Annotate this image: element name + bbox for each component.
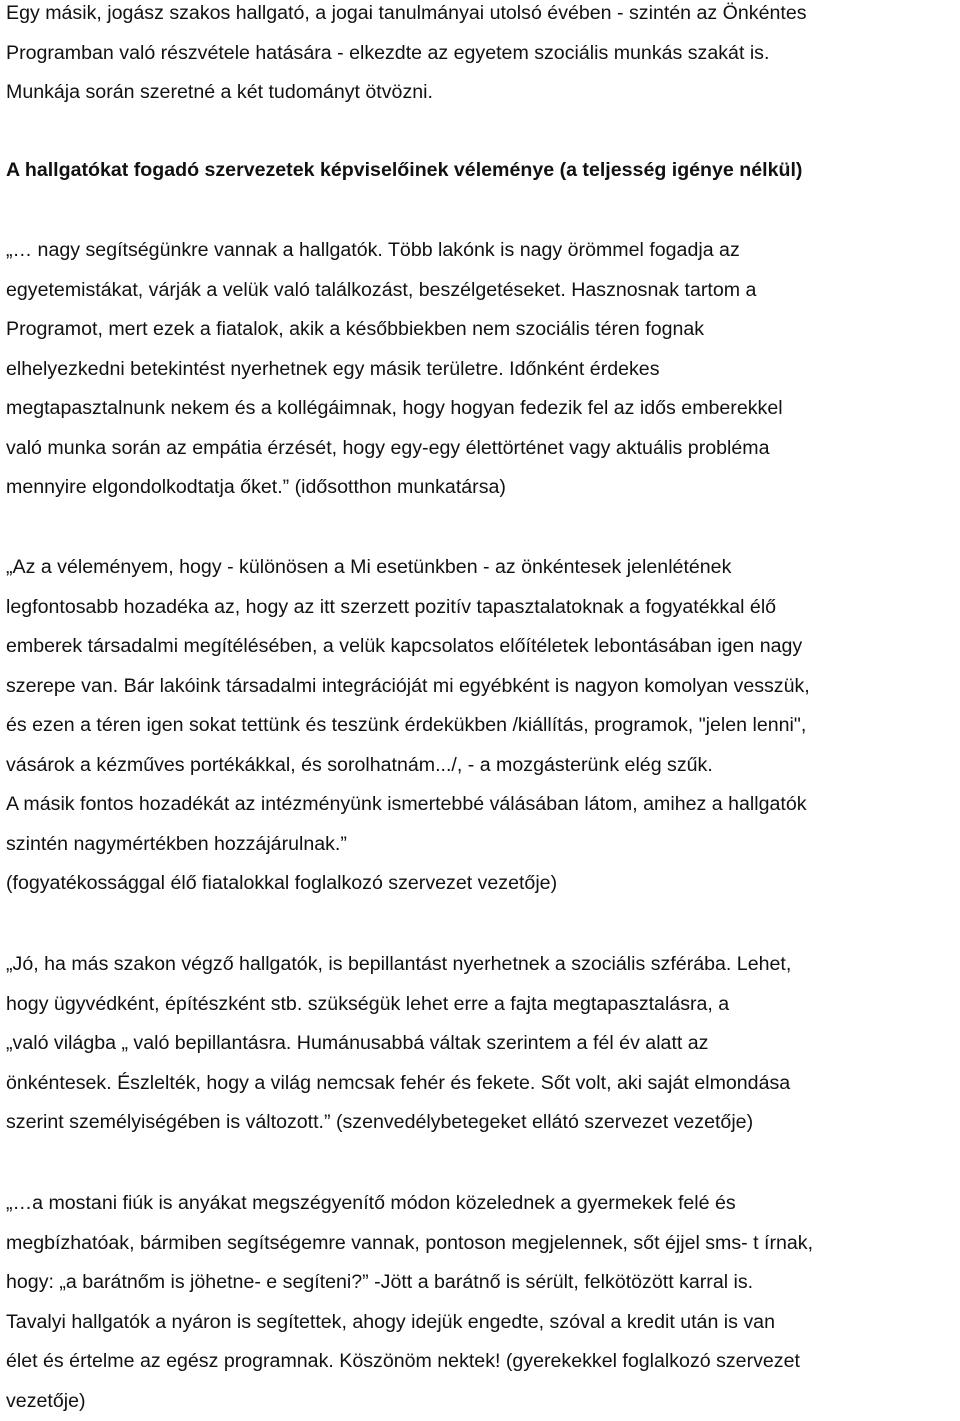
quote-paragraph-addiction-org [6,945,958,1143]
text-line: elhelyezkedni betekintést nyerhetnek egy másik területre. Időnként érdekes [6,350,958,390]
text-line: mennyire elgondolkodtatja őket.” (idősotthon munkatársa) [6,468,958,508]
text-line: Egy másik, jogász szakos hallgató, a jogai tanulmányai utolsó évében - szintén az Önkéntes [6,0,958,34]
text-line: megtapasztalnunk nekem és a kollégáimnak, hogy hogyan fedezik fel az idős emberekkel [6,389,958,429]
quote-paragraph-children-org [6,1184,958,1421]
text-line: és ezen a téren igen sokat tettünk és teszünk érdekükben /kiállítás, programok, "jelen lenni", [6,706,958,746]
text-line: élet és értelme az egész programnak. Köszönöm nektek! (gyerekekkel foglalkozó szervezet [6,1342,958,1382]
text-line: szerepe van. Bár lakóink társadalmi integrációját mi egyébként is nagyon komolyan vesszük, [6,667,958,707]
intro-paragraph [6,0,958,113]
text-line: „való világba „ való bepillantásra. Humánusabbá váltak szerintem a fél év alatt az [6,1024,958,1064]
text-line: önkéntesek. Észlelték, hogy a világ nemcsak fehér és fekete. Sőt volt, aki saját elmondása [6,1064,958,1104]
quote-paragraph-elderly-home [6,231,958,508]
text-line: „… nagy segítségünkre vannak a hallgatók. Több lakónk is nagy örömmel fogadja az [6,231,958,271]
text-line: Munkája során szeretné a két tudományt ötvözni. [6,73,958,113]
text-line: szintén nagymértékben hozzájárulnak.” [6,825,958,865]
quote-paragraph-disability-org [6,548,958,904]
text-line: Programot, mert ezek a fiatalok, akik a későbbiekben nem szociális téren fognak [6,310,958,350]
text-line: szerint személyiségében is változott.” (szenvedélybetegeket ellátó szervezet vezetője) [6,1103,958,1143]
text-line: egyetemistákat, várják a velük való találkozást, beszélgetéseket. Hasznosnak tartom a [6,271,958,311]
text-line: Programban való részvétele hatására - elkezdte az egyetem szociális munkás szakát is. [6,34,958,74]
text-line: vezetője) [6,1382,958,1421]
text-line: emberek társadalmi megítélésében, a velük kapcsolatos előítéletek lebontásában igen nagy [6,627,958,667]
text-line: megbízhatóak, bármiben segítségemre vannak, pontoson megjelennek, sőt éjjel sms- t írnak, [6,1224,958,1264]
text-line: A másik fontos hozadékát az intézményünk ismertebbé válásában látom, amihez a hallgatók [6,785,958,825]
text-line: „…a mostani fiúk is anyákat megszégyenítő módon közelednek a gyermekek felé és [6,1184,958,1224]
text-line: vásárok a kézműves portékákkal, és sorolhatnám.../, - a mozgásterünk elég szűk. [6,746,958,786]
text-line: „Jó, ha más szakon végző hallgatók, is bepillantást nyerhetnek a szociális szférába. Lehet, [6,945,958,985]
text-line: való munka során az empátia érzését, hogy egy-egy élettörténet vagy aktuális probléma [6,429,958,469]
text-line: legfontosabb hozadéka az, hogy az itt szerzett pozitív tapasztalatoknak a fogyatékkal élő [6,588,958,628]
text-line: hogy ügyvédként, építészként stb. szükségük lehet erre a fajta megtapasztalásra, a [6,985,958,1025]
section-heading [6,151,958,191]
text-line: „Az a véleményem, hogy - különösen a Mi esetünkben - az önkéntesek jelenlétének [6,548,958,588]
text-line: hogy: „a barátnőm is jöhetne- e segíteni?” -Jött a barátnő is sérült, felkötözött karral is. [6,1263,958,1303]
text-line: (fogyatékossággal élő fiatalokkal foglalkozó szervezet vezetője) [6,864,958,904]
text-line: Tavalyi hallgatók a nyáron is segítettek, ahogy idejük engedte, szóval a kredit után is van [6,1303,958,1343]
heading-text: A hallgatókat fogadó szervezetek képviselőinek véleménye (a teljesség igénye nélkül) [6,151,958,191]
